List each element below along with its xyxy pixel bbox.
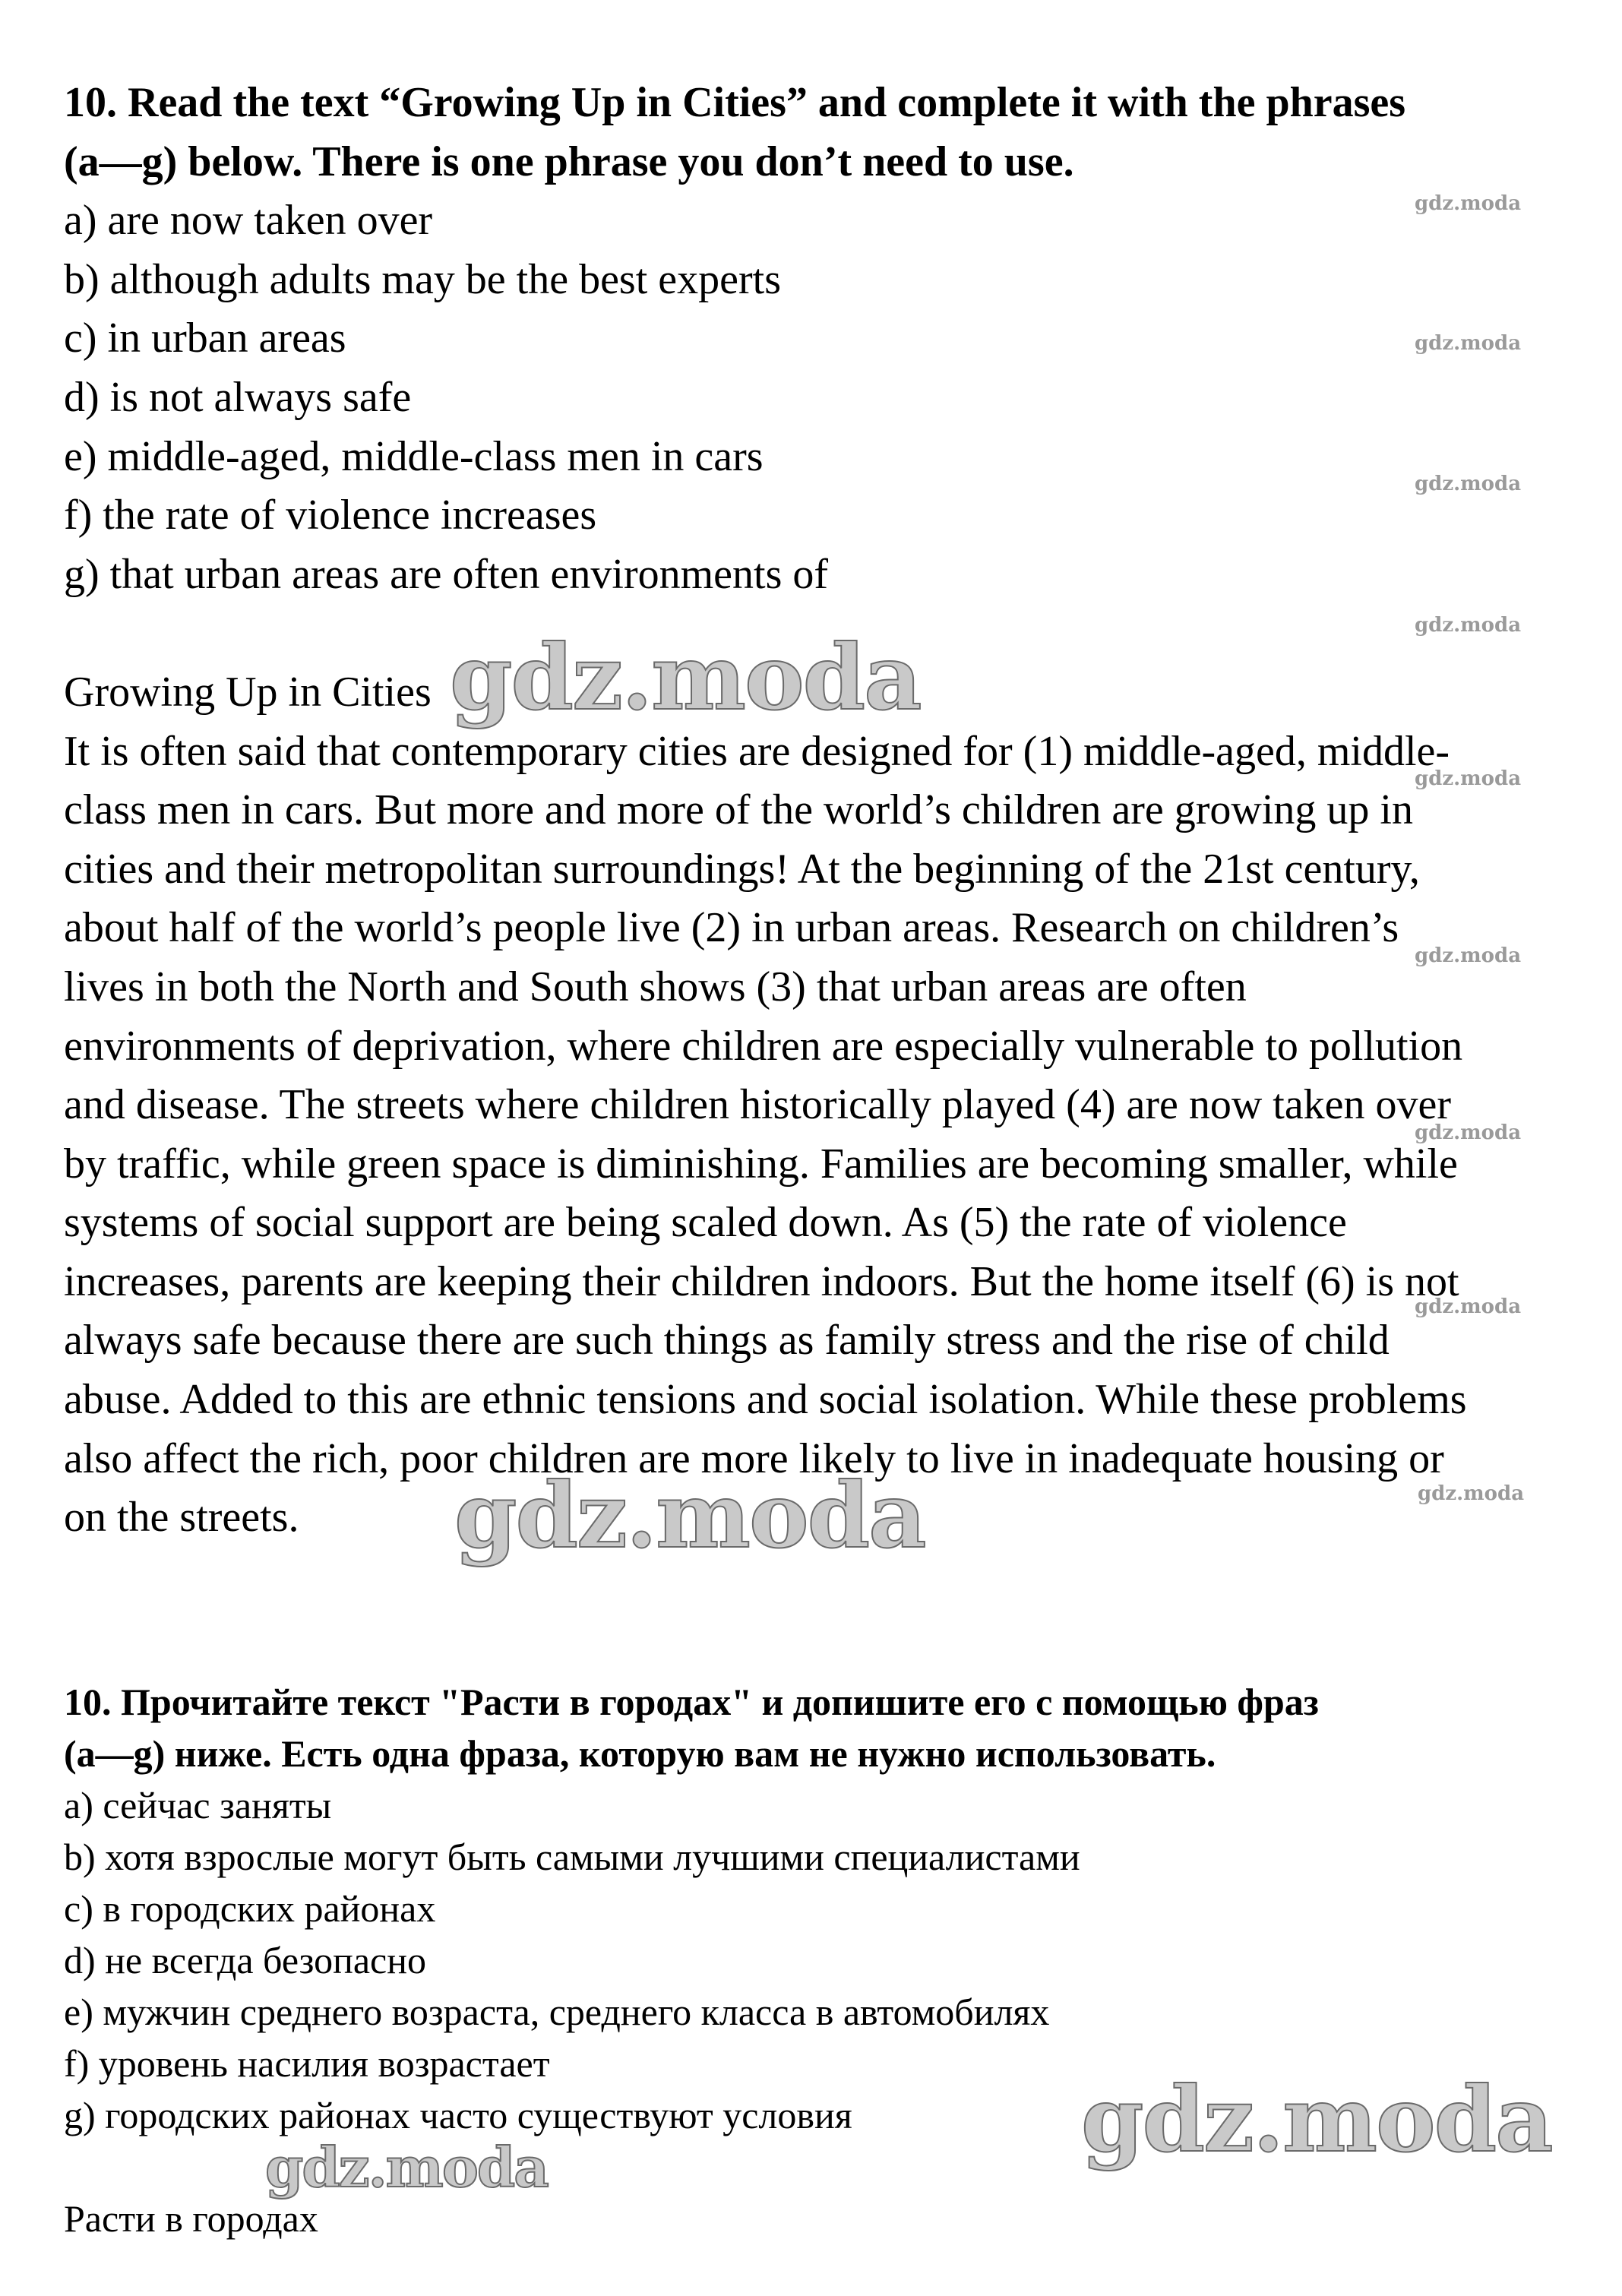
watermark: gdz.moda <box>1415 614 1522 637</box>
paragraph-line: systems of social support are being scaled down. As (5) the rate of violence <box>64 1199 1347 1247</box>
watermark: gdz.moda <box>450 625 921 730</box>
option-a: a) сейчас заняты <box>64 1784 332 1826</box>
option-c: c) в городских районах <box>64 1887 436 1930</box>
watermark: gdz.moda <box>1415 473 1522 495</box>
task-title-line: (a—g) below. There is one phrase you don’t need to use. <box>64 138 1074 185</box>
paragraph-line: increases, parents are keeping their children indoors. But the home itself (6) is not <box>64 1257 1459 1305</box>
option-e: e) мужчин среднего возраста, среднего класса в автомобилях <box>64 1991 1050 2033</box>
watermark: gdz.moda <box>454 1463 925 1568</box>
watermark: gdz.moda <box>1418 1482 1525 1505</box>
paragraph-line: It is often said that contemporary cities are designed for (1) middle-aged, middle- <box>64 727 1450 775</box>
task-title-line: (a—g) ниже. Есть одна фраза, которую вам не нужно использовать. <box>64 1732 1216 1775</box>
paragraph-line: class men in cars. But more and more of the world’s children are growing up in <box>64 786 1413 834</box>
option-g: g) that urban areas are often environments of <box>64 550 829 598</box>
option-e: e) middle-aged, middle-class men in cars <box>64 432 764 480</box>
paragraph-line: about half of the world’s people live (2) in urban areas. Research on children’s <box>64 904 1399 952</box>
watermark: gdz.moda <box>1081 2067 1552 2172</box>
paragraph-line: by traffic, while green space is diminishing. Families are becoming smaller, while <box>64 1140 1458 1188</box>
option-c: c) in urban areas <box>64 315 346 362</box>
paragraph-line: abuse. Added to this are ethnic tensions and social isolation. While these problems <box>64 1376 1467 1424</box>
watermark: gdz.moda <box>1415 1295 1522 1318</box>
option-f: f) the rate of violence increases <box>64 492 597 539</box>
english-section <box>64 74 1467 1548</box>
watermark: gdz.moda <box>1415 944 1522 967</box>
option-d: d) is not always safe <box>64 373 412 421</box>
task-title-line: 10. Прочитайте текст "Расти в городах" и допишите его с помощью фраз <box>64 1681 1319 1723</box>
watermark: gdz.moda <box>1415 1121 1522 1144</box>
watermark: gdz.moda <box>1415 332 1522 355</box>
option-f: f) уровень насилия возрастает <box>64 2042 550 2085</box>
paragraph-line: environments of deprivation, where children are especially vulnerable to pollution <box>64 1022 1463 1070</box>
task-title-line: 10. Read the text “Growing Up in Cities” and complete it with the phrases <box>64 79 1406 126</box>
paragraph-line: also affect the rich, poor children are more likely to live in inadequate housing or <box>64 1434 1444 1482</box>
text-title: Growing Up in Cities <box>64 668 432 716</box>
paragraph-line: on the streets. <box>64 1494 299 1542</box>
watermark: gdz.moda <box>265 2135 548 2200</box>
option-b: b) хотя взрослые могут быть самыми лучшими специалистами <box>64 1836 1080 1878</box>
paragraph-line: always safe because there are such things as family stress and the rise of child <box>64 1317 1390 1365</box>
paragraph-line: cities and their metropolitan surroundings! At the beginning of the 21st century, <box>64 845 1420 893</box>
text-title: Расти в городах <box>64 2197 318 2240</box>
watermark: gdz.moda <box>1415 192 1522 215</box>
paragraph-line: lives in both the North and South shows (3) that urban areas are often <box>64 963 1247 1010</box>
option-g: g) городских районах часто существуют условия <box>64 2094 852 2136</box>
paragraph-line: and disease. The streets where children historically played (4) are now taken over <box>64 1081 1452 1129</box>
option-d: d) не всегда безопасно <box>64 1939 427 1981</box>
option-a: a) are now taken over <box>64 197 433 245</box>
option-b: b) although adults may be the best experts <box>64 255 781 303</box>
watermark: gdz.moda <box>1415 767 1522 790</box>
